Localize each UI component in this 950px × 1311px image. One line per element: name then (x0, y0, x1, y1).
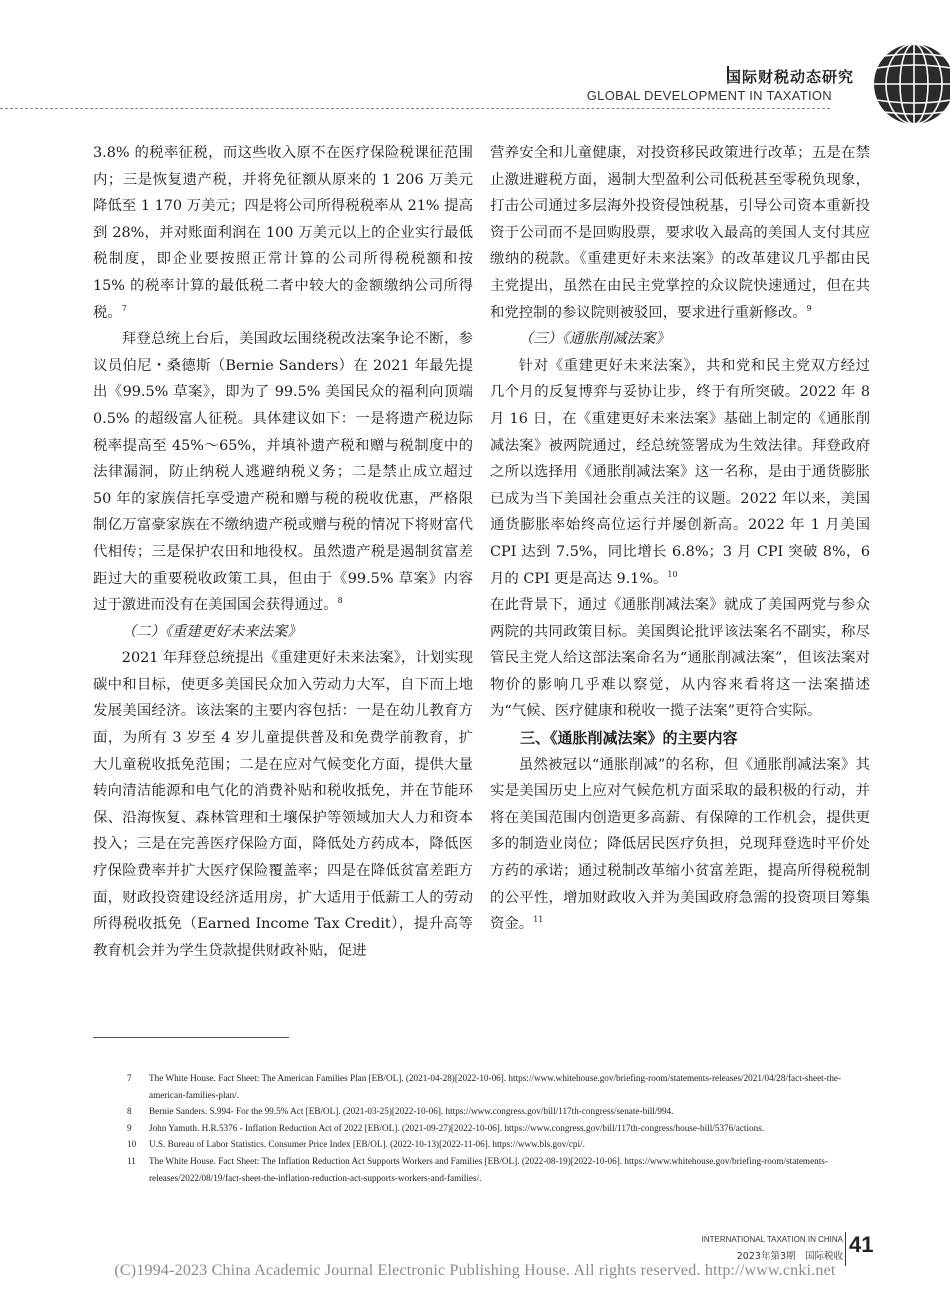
subsection-heading: （三）《通胀削减法案》 (518, 331, 670, 348)
footnotes (93, 1070, 869, 1186)
paragraph (93, 645, 473, 964)
footer-divider (845, 1232, 846, 1266)
copyright-watermark: (C)1994-2023 China Academic Journal Electronic Publishing House. All rights reserved. http://www.cnki.net (114, 1262, 836, 1279)
paragraph (490, 353, 870, 592)
paragraph (93, 326, 473, 619)
paragraph-text: 3.8% 的税率征税，而这些收入原不在医疗保险税课征范围内；三是恢复遗产税，并将免征额从原来的 1 206 万美元降低至 1 170 万美元；四是将公司所得税税率从 21% 提高到 28%，并对账面利润在 100 万美元以上的企业实行最低税制度，即企业要按照正常计算的公司所得税税额和按 15% 的税率计算的最低税二者中较大的金额缴纳公司所得税。 (93, 145, 473, 321)
paragraph (490, 592, 870, 725)
page-number: 41 (849, 1232, 874, 1257)
footnote-rule (93, 1037, 289, 1038)
footnote-item (93, 1136, 869, 1153)
footnote-number: 11 (127, 1155, 136, 1166)
footnote-ref: 11 (533, 915, 544, 925)
paragraph-text: 营养安全和儿童健康，对投资移民政策进行改革；五是在禁止激进避税方面，遏制大型盈利公司低税甚至零税负现象，打击公司通过多层海外投资侵蚀税基，引导公司资本重新投资于公司而不是回购股票，要求收入最高的美国人支付其应缴纳的税款。《重建更好未来法案》的改革建议几乎都由民主党提出，虽然在由民主党掌控的众议院快速通过，但在共和党控制的参议院则被驳回，要求进行重新修改。 (490, 145, 870, 321)
paragraph-text: 拜登总统上台后，美国政坛围绕税改法案争论不断，参议员伯尼・桑德斯（Bernie Sanders）在 2021 年最先提出《99.5% 草案》，即为了 99.5% 美国民众的福利向顶端 0.5% 的超级富人征税。具体建议如下：一是将遗产税边际税率提高至 45%～65%，并填补遗产税和赠与税制度中的法律漏洞，防止纳税人逃避纳税义务；二是禁止成立超过 50 年的家族信托享受遗产税和赠与税的税收优惠，严格限制亿万富豪家族在不缴纳遗产税或赠与税的情况下将财富代代相传；三是保护农田和地役权。虽然遗产税是遏制贫富差距过大的重要税收政策工具，但由于《99.5% 草案》内容过于激进而没有在美国国会获得通过。 (93, 331, 473, 614)
footnote-item (93, 1070, 869, 1103)
section-heading: 三、《通胀削减法案》的主要内容 (520, 729, 738, 748)
footnote-ref: 10 (667, 569, 678, 579)
footer-journal-en: INTERNATIONAL TAXATION IN CHINA (701, 1235, 843, 1244)
paragraph (490, 752, 870, 938)
footnote-item (93, 1103, 869, 1120)
footnote-number: 10 (127, 1139, 137, 1150)
header-title-cn: 国际财税动态研究 (725, 68, 854, 86)
header-title-en: GLOBAL DEVELOPMENT IN TAXATION (586, 88, 832, 103)
footnote-text: John Yamuth. H.R.5376 - Inflation Reduction Act of 2022 [EB/OL]. (2021-09-27)[2022-10-06]. https://www.congress.gov/bill/117th-congress/house-bill/5376/actions. (149, 1122, 765, 1133)
footnote-item (93, 1153, 869, 1186)
globe-icon (862, 40, 950, 128)
paragraph (490, 140, 870, 326)
footnote-number: 9 (127, 1122, 132, 1133)
paragraph-text: 虽然被冠以“通胀削减”的名称，但《通胀削减法案》其实是美国历史上应对气候危机方面采取的最积极的行动，并将在美国范围内创造更多高薪、有保障的工作机会，提供更多的制造业岗位；降低居民医疗负担，兑现拜登选时平价处方药的承诺；通过税制改革缩小贫富差距，提高所得税税制的公平性，增加财政收入并为美国政府急需的投资项目筹集资金。 (490, 756, 870, 933)
paragraph-text: 针对《重建更好未来法案》，共和党和民主党双方经过几个月的反复博弈与妥协让步，终于有所突破。2022 年 8 月 16 日，在《重建更好未来法案》基础上制定的《通胀削减法案》被两院通过，经总统签署成为生效法律。拜登政府之所以选择用《通胀削减法案》这一名称，是由于通货膨胀已成为当下美国社会重点关注的议题。2022 年以来，美国通货膨胀率始终高位运行并屡创新高。2022 年 1 月美国 CPI 达到 7.5%，同比增长 6.8%；3 月 CPI 突破 8%，6 月的 CPI 更是高达 9.1%。 (490, 357, 870, 587)
header-rule (0, 108, 830, 109)
subsection-heading: （二）《重建更好未来法案》 (121, 623, 302, 640)
footnote-item (93, 1120, 869, 1137)
footnote-number: 8 (127, 1106, 132, 1117)
left-column (93, 140, 473, 964)
footnote-ref: 8 (337, 596, 343, 606)
footnote-number: 7 (127, 1073, 132, 1083)
footnote-text: The White House. Fact Sheet: The American Families Plan [EB/OL]. (2021-04-28)[2022-10-06]. https://www.whitehouse.gov/briefing-room/statements-releases/2021/04/28/fact-sheet-the-american-families-plan/. (149, 1073, 842, 1100)
footnote-text: Bernie Sanders. S.994- For the 99.5% Act [EB/OL]. (2021-03-25)[2022-10-06]. https://www.congress.gov/bill/117th-congress/senate-bill/994. (149, 1106, 674, 1117)
footnote-ref: 9 (806, 303, 812, 313)
paragraph-text: 2021 年拜登总统提出《重建更好未来法案》，计划实现碳中和目标，使更多美国民众加入劳动力大军，自下而上地发展美国经济。该法案的主要内容包括：一是在幼儿教育方面，为所有 3 岁至 4 岁儿童提供普及和免费学前教育，扩大儿童税收抵免范围；二是在应对气候变化方面，提供大量转向清洁能源和电气化的消费补贴和税收抵免，并在节能环保、沿海恢复、森林管理和土壤保护等领域加大人力和资本投入；三是在完善医疗保险方面，降低处方药成本，降低医疗保险费率并扩大医疗保险覆盖率；四是在降低贫富差距方面，财政投资建设经济适用房，扩大适用于低薪工人的劳动所得税收抵免（Earned Income Tax Credit），提升高等教育机会并为学生贷款提供财政补贴，促进 (93, 650, 473, 959)
footer-issue-cn: 2023年第3期 国际税收 (736, 1251, 843, 1262)
footnote-text: The White House. Fact Sheet: The Inflation Reduction Act Supports Workers and Families [EB/OL]. (2022-08-19)[2022-10-06]. https://www.whitehouse.gov/briefing-room/statements-releases/2022/08/19/fact-sheet-the-inflation-reduction-act-supports-workers-and-families/. (149, 1155, 828, 1183)
footnote-text: U.S. Bureau of Labor Statistics. Consumer Price Index [EB/OL]. (2022-10-13)[2022-11-06]. https://www.bls.gov/cpi/. (149, 1139, 585, 1150)
paragraph (93, 140, 473, 326)
paragraph-text: 在此背景下，通过《通胀削减法案》就成了美国两党与参众两院的共同政策目标。美国舆论批评该法案名不副实，称尽管民主党人给这部法案命名为“通胀削减法案”，但该法案对物价的影响几乎难以察觉，从内容来看将这一法案描述为“气候、医疗健康和税收一揽子法案”更符合实际。 (490, 597, 870, 720)
right-column (490, 140, 870, 938)
footnote-ref: 7 (121, 303, 127, 313)
